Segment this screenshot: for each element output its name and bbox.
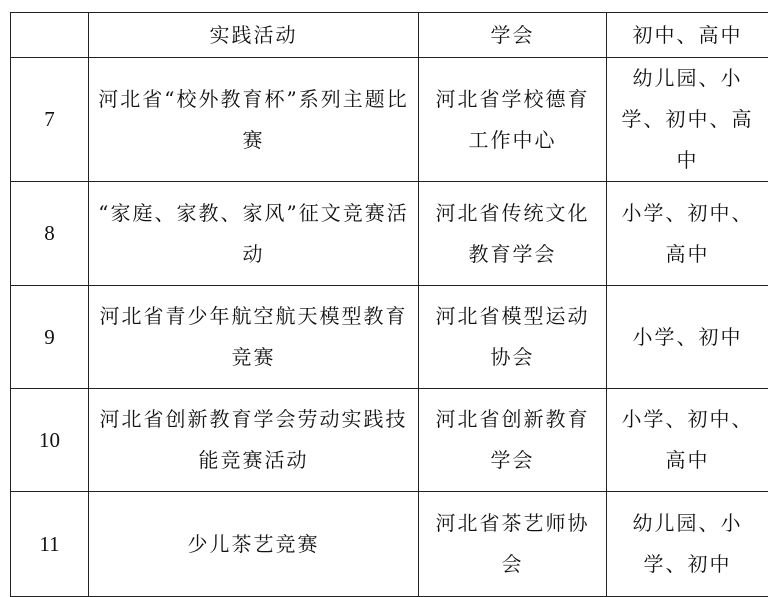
table-row xyxy=(11,492,768,597)
row-level: 小学、初中、高中 xyxy=(607,182,768,286)
row-number: 8 xyxy=(11,182,89,286)
row-organizer: 河北省传统文化教育学会 xyxy=(419,182,607,286)
table-row xyxy=(11,182,768,286)
row-number: 7 xyxy=(11,58,89,182)
row-activity: 河北省创新教育学会劳动实践技能竞赛活动 xyxy=(89,389,419,492)
header-activity: 实践活动 xyxy=(89,13,419,58)
header-organizer: 学会 xyxy=(419,13,607,58)
row-organizer: 河北省学校德育工作中心 xyxy=(419,58,607,182)
document-page xyxy=(10,12,768,597)
row-level: 小学、初中、高中 xyxy=(607,389,768,492)
row-activity: 河北省“校外教育杯”系列主题比赛 xyxy=(89,58,419,182)
header-number xyxy=(11,13,89,58)
row-number: 9 xyxy=(11,286,89,389)
row-level: 小学、初中 xyxy=(607,286,768,389)
table-row xyxy=(11,58,768,182)
row-organizer: 河北省茶艺师协会 xyxy=(419,492,607,597)
row-activity: 少儿茶艺竞赛 xyxy=(89,492,419,597)
row-number: 10 xyxy=(11,389,89,492)
row-level: 幼儿园、小学、初中 xyxy=(607,492,768,597)
row-level: 幼儿园、小学、初中、高中 xyxy=(607,58,768,182)
header-level: 初中、高中 xyxy=(607,13,768,58)
row-activity: “家庭、家教、家风”征文竞赛活动 xyxy=(89,182,419,286)
row-activity: 河北省青少年航空航天模型教育竞赛 xyxy=(89,286,419,389)
table-row xyxy=(11,389,768,492)
table-row xyxy=(11,286,768,389)
table-header-row xyxy=(11,13,768,58)
row-number: 11 xyxy=(11,492,89,597)
row-organizer: 河北省模型运动协会 xyxy=(419,286,607,389)
row-organizer: 河北省创新教育学会 xyxy=(419,389,607,492)
activity-table xyxy=(10,12,768,597)
